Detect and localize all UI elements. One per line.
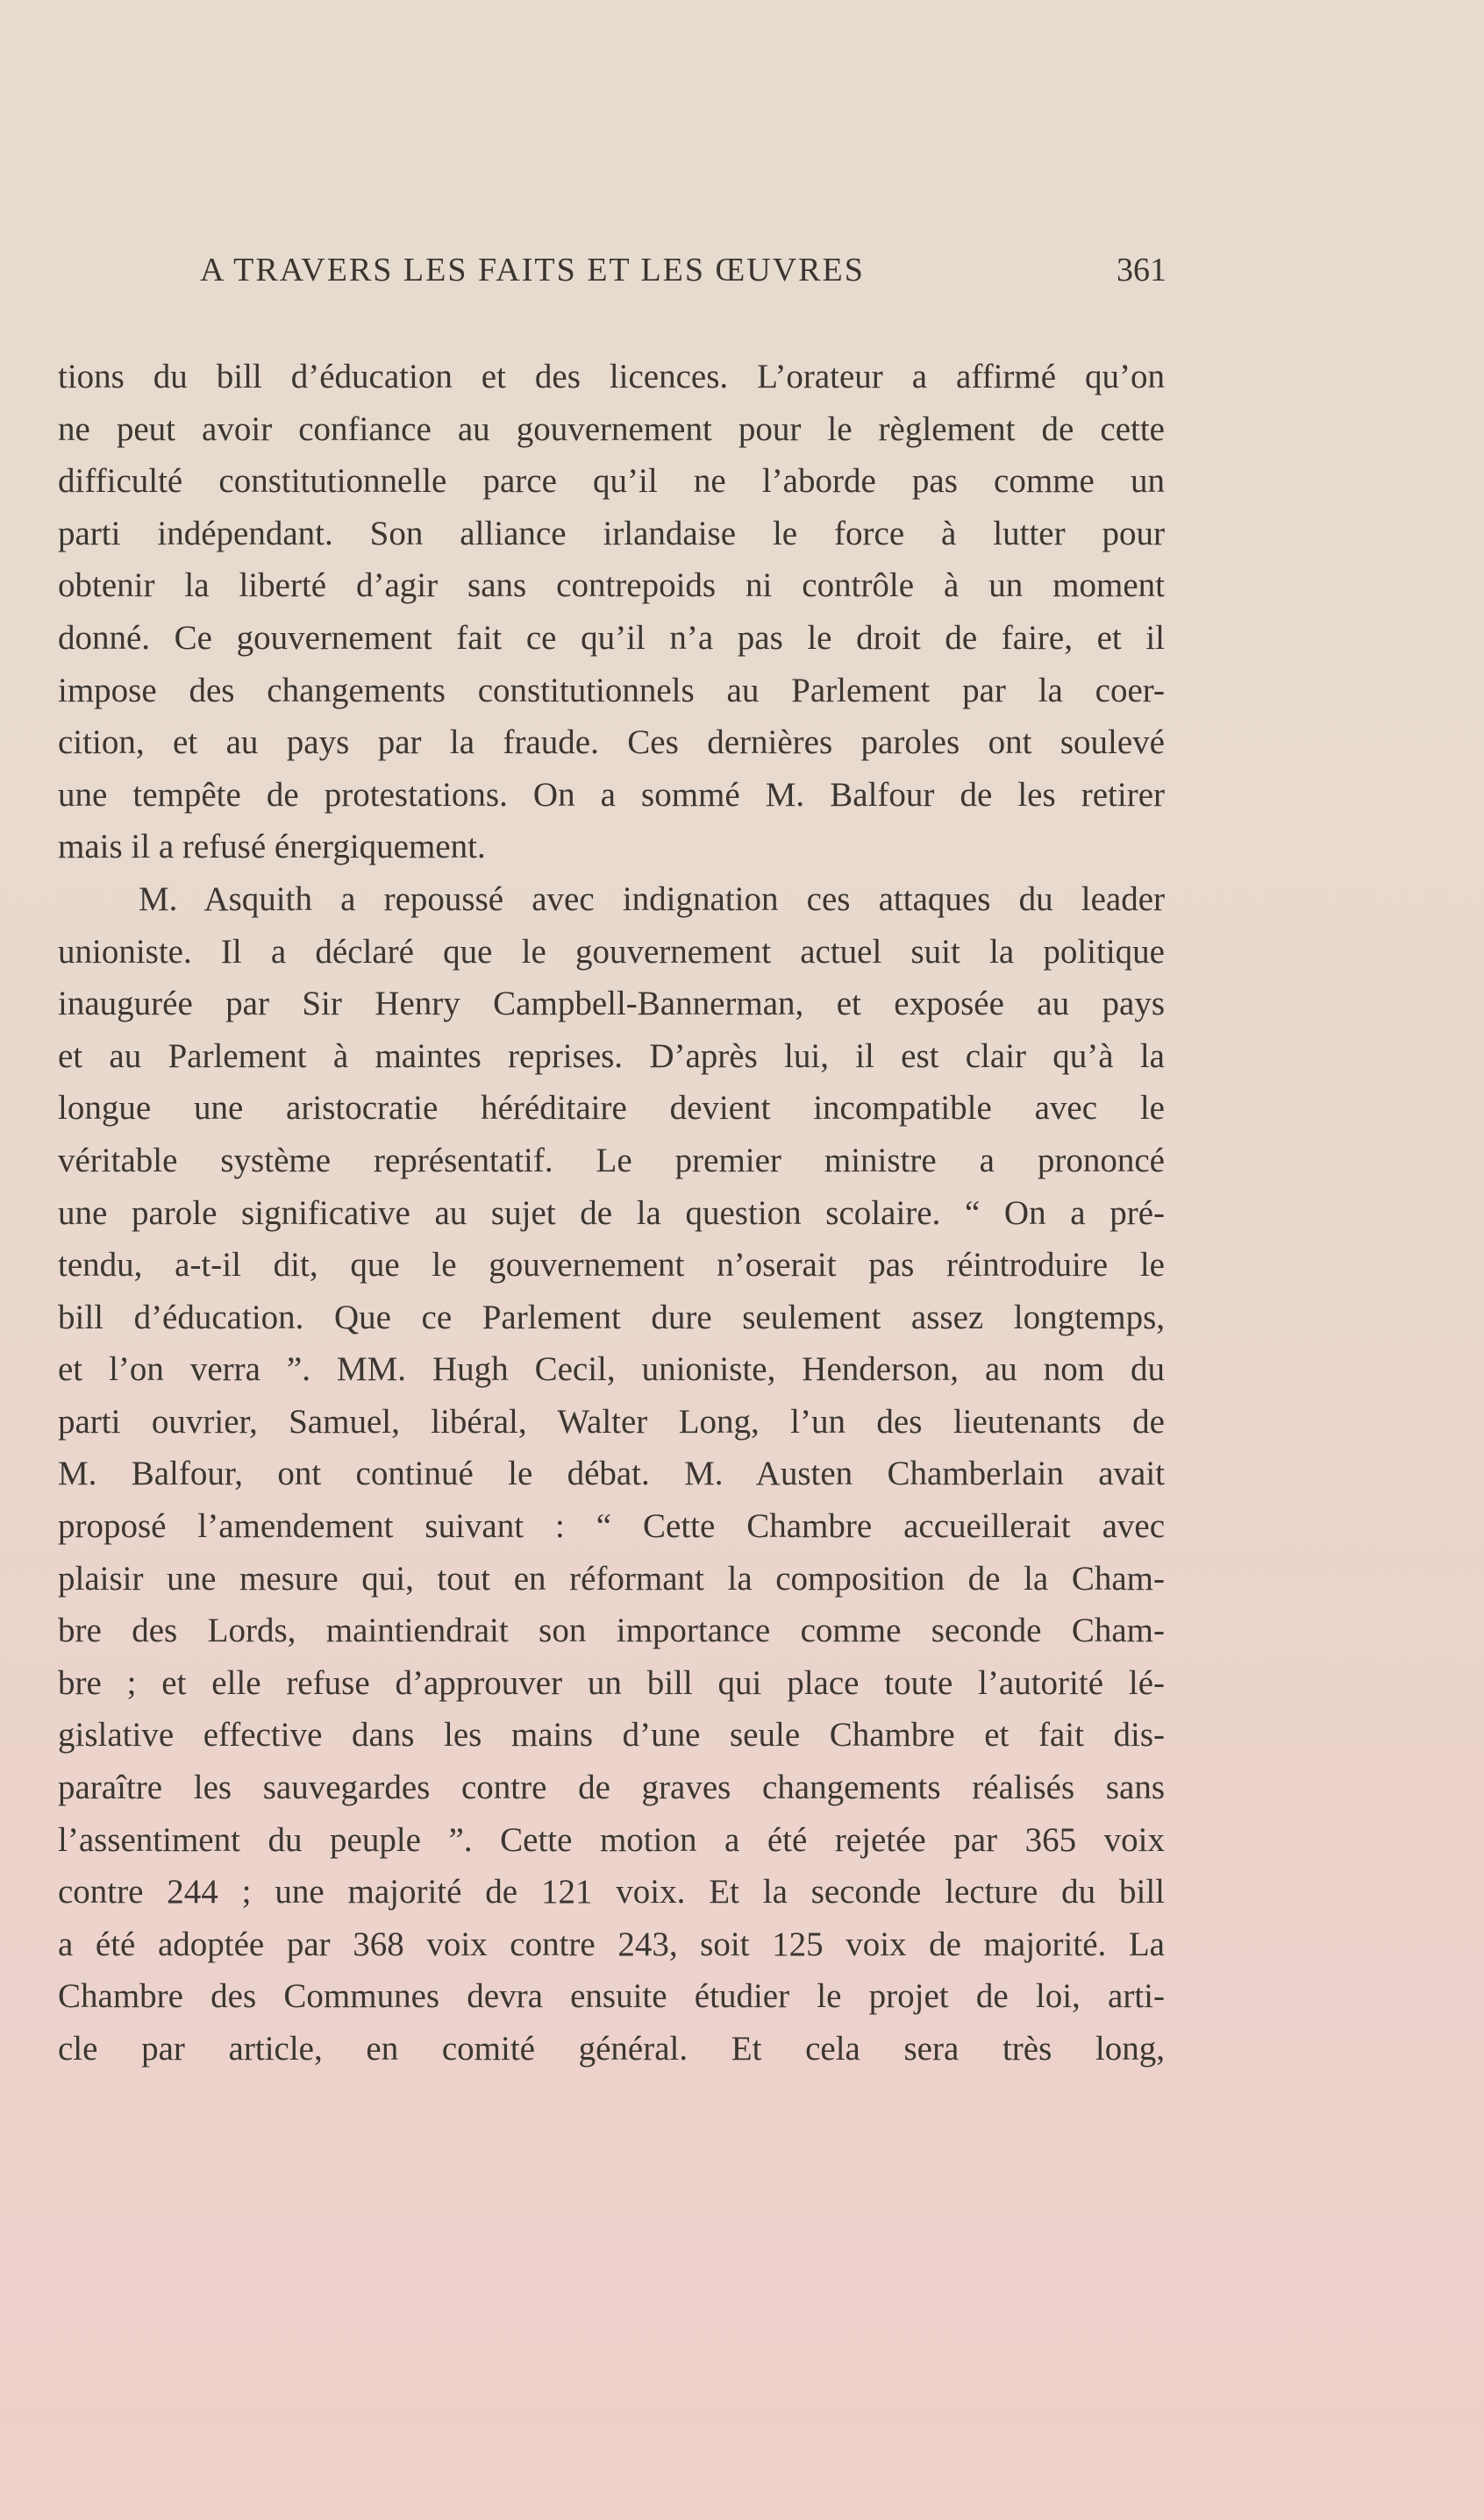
text-line: obtenir la liberté d’agir sans contrepoids ni contrôle à un moment	[58, 566, 1165, 605]
running-title: A TRAVERS LES FAITS ET LES ŒUVRES	[200, 252, 865, 288]
text-line: cle par article, en comité général. Et cela sera très long,	[58, 2030, 1165, 2068]
text-line: cition, et au pays par la fraude. Ces dernières paroles ont soulevé	[58, 723, 1165, 762]
text-line: parti indépendant. Son alliance irlandaise le force à lutter pour	[58, 514, 1165, 552]
text-line: donné. Ce gouvernement fait ce qu’il n’a pas le droit de faire, et il	[58, 618, 1165, 657]
text-line: ne peut avoir confiance au gouvernement pour le règlement de cette	[58, 409, 1165, 448]
paragraph-1	[58, 351, 1165, 873]
text-line: paraître les sauvegardes contre de graves changements réalisés sans	[58, 1769, 1165, 1807]
text-line: inaugurée par Sir Henry Campbell-Bannerman, et exposée au pays	[58, 985, 1165, 1023]
text-line: bre ; et elle refuse d’approuver un bill qui place toute l’autorité lé-	[58, 1663, 1165, 1702]
text-line: unioniste. Il a déclaré que le gouvernement actuel suit la politique	[58, 932, 1165, 971]
text-line: et au Parlement à maintes reprises. D’après lui, il est clair qu’à la	[58, 1036, 1165, 1075]
page-number: 361	[1117, 252, 1167, 288]
text-line: proposé l’amendement suivant : “ Cette Chambre accueillerait avec	[58, 1507, 1165, 1546]
paragraph-2	[58, 873, 1165, 2075]
text-line: tendu, a-t-il dit, que le gouvernement n’oserait pas réintroduire le	[58, 1246, 1165, 1285]
text-line: contre 244 ; une majorité de 121 voix. Et la seconde lecture du bill	[58, 1873, 1165, 1911]
text-line: M. Asquith a repoussé avec indignation ces attaques du leader	[139, 879, 1165, 918]
text-line: difficulté constitutionnelle parce qu’il ne l’aborde pas comme un	[58, 462, 1165, 501]
text-line: plaisir une mesure qui, tout en réformant la composition de la Cham-	[58, 1559, 1165, 1598]
text-line: M. Balfour, ont continué le débat. M. Austen Chamberlain avait	[58, 1455, 1165, 1493]
text-line: bre des Lords, maintiendrait son importance comme seconde Cham-	[58, 1612, 1165, 1650]
text-line: longue une aristocratie héréditaire devient incompatible avec le	[58, 1089, 1165, 1128]
text-line: une parole significative au sujet de la question scolaire. “ On a pré-	[58, 1193, 1165, 1232]
text-line: Chambre des Communes devra ensuite étudier le projet de loi, arti-	[58, 1977, 1165, 2016]
text-line: tions du bill d’éducation et des licences. L’orateur a affirmé qu’on	[58, 358, 1165, 395]
text-line: et l’on verra ”. MM. Hugh Cecil, unioniste, Henderson, au nom du	[58, 1350, 1165, 1389]
body-text	[58, 351, 1165, 2075]
text-line: véritable système représentatif. Le premier ministre a prononcé	[58, 1141, 1165, 1179]
text-line: gislative effective dans les mains d’une seule Chambre et fait dis-	[58, 1716, 1165, 1755]
text-line: a été adoptée par 368 voix contre 243, soit 125 voix de majorité. La	[58, 1925, 1165, 1963]
text-line: mais il a refusé énergiquement.	[58, 828, 486, 866]
text-line: bill d’éducation. Que ce Parlement dure seulement assez longtemps,	[58, 1298, 1165, 1336]
text-line: parti ouvrier, Samuel, libéral, Walter Long, l’un des lieutenants de	[58, 1402, 1165, 1441]
text-line: impose des changements constitutionnels au Parlement par la coer-	[58, 671, 1165, 709]
text-line: l’assentiment du peuple ”. Cette motion a été rejetée par 365 voix	[58, 1820, 1165, 1859]
text-line: une tempête de protestations. On a sommé M. Balfour de les retirer	[58, 775, 1165, 814]
running-head	[200, 251, 1167, 300]
